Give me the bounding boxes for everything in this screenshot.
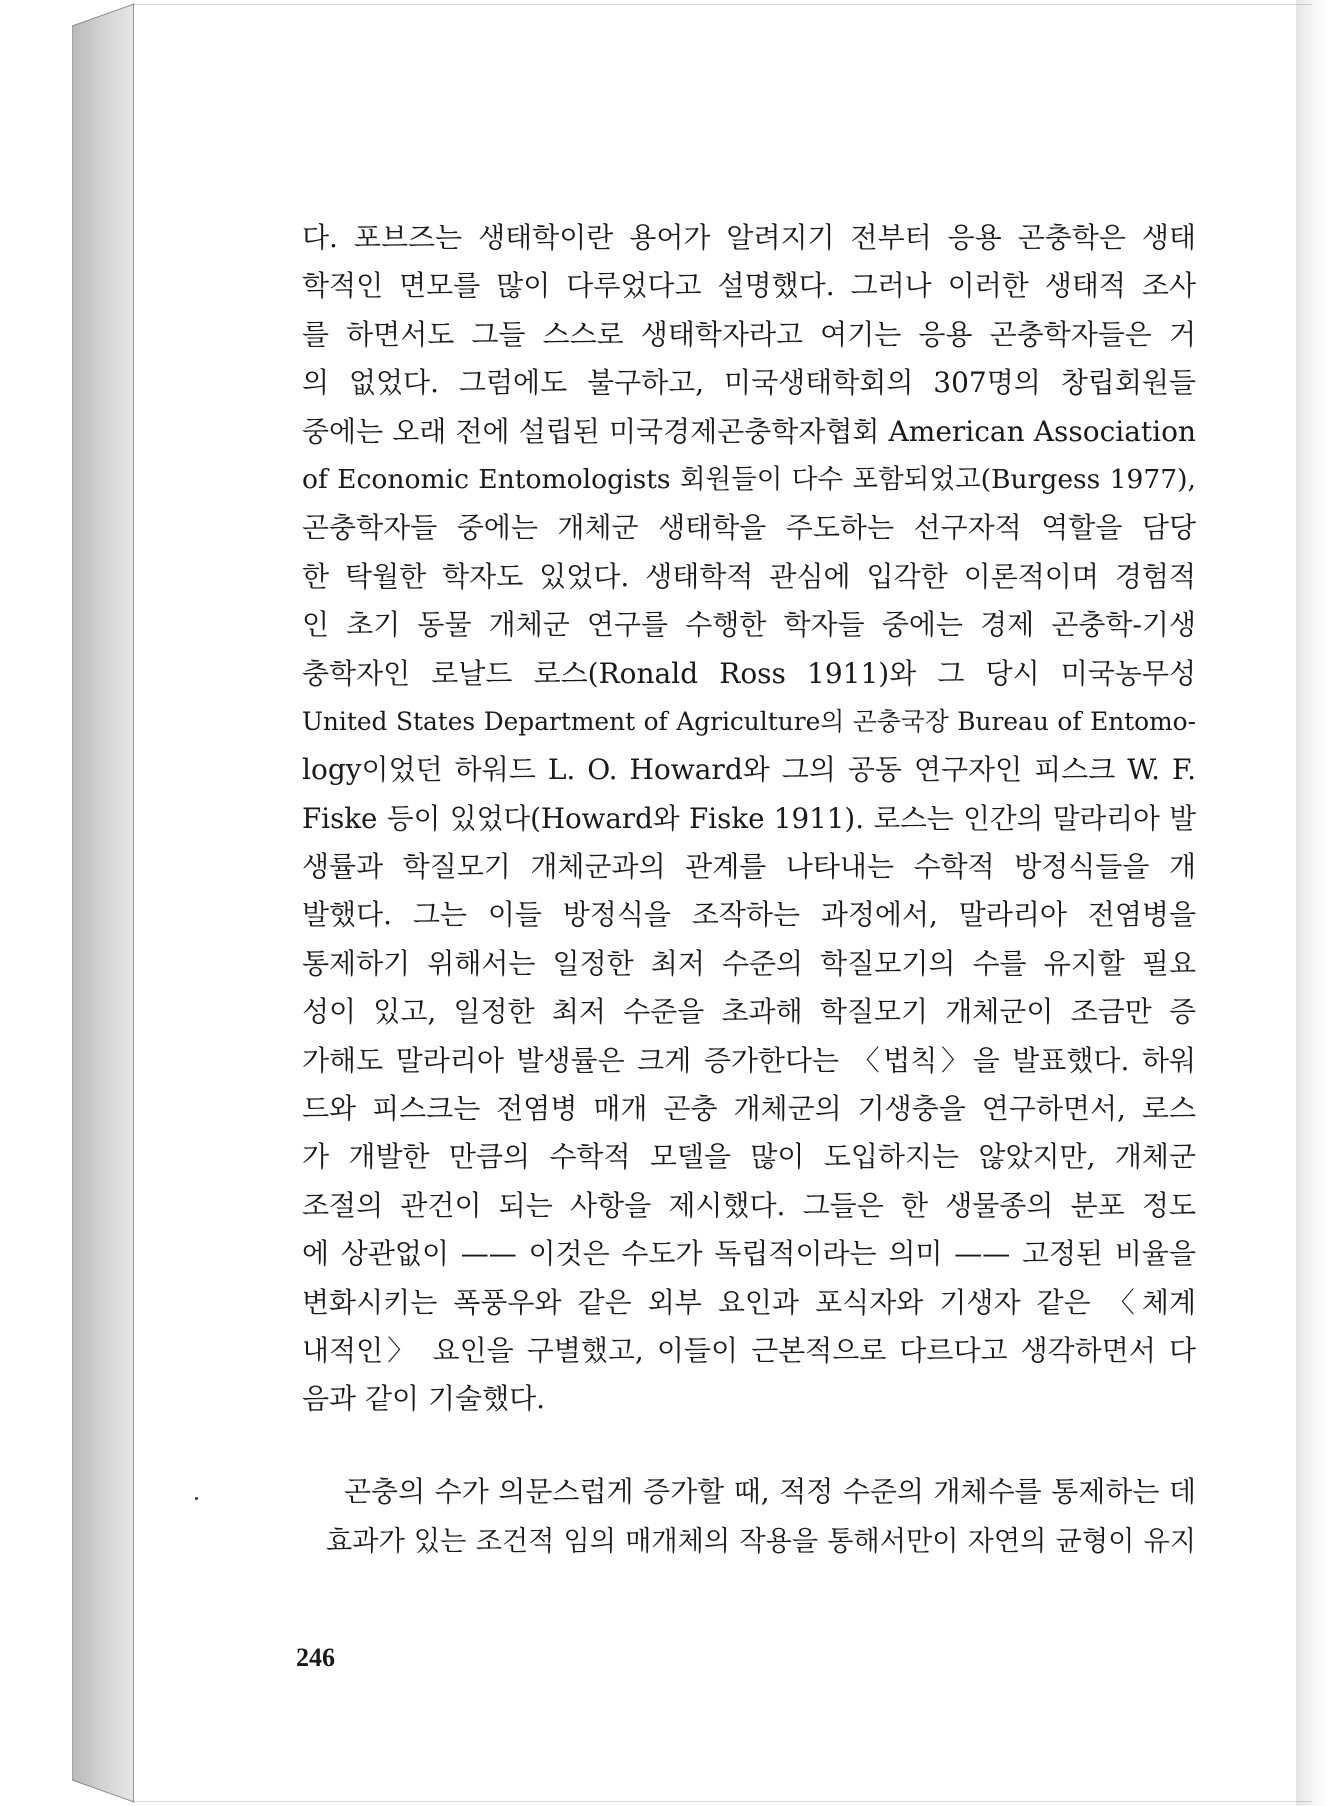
- body-line: 생률과 학질모기 개체군과의 관계를 나타내는 수학적 방정식들을 개: [302, 850, 1196, 884]
- body-line: 충학자인 로날드 로스(Ronald Ross 1911)와 그 당시 미국농무성: [302, 656, 1196, 690]
- body-line: 를 하면서도 그들 스스로 생태학자라고 여기는 응용 곤충학자들은 거: [302, 317, 1196, 351]
- body-line: 중에는 오래 전에 설립된 미국경제곤충학자협회 American Association: [302, 414, 1196, 448]
- body-line: 가 개발한 만큼의 수학적 모델을 많이 도입하지는 않았지만, 개체군: [302, 1140, 1196, 1174]
- body-line: logy이었던 하워드 L. O. Howard와 그의 공동 연구자인 피스크 W. F.: [302, 753, 1196, 787]
- quote-line: 효과가 있는 조건적 임의 매개체의 작용을 통해서만이 자연의 균형이 유지: [326, 1526, 1196, 1557]
- body-line: 성이 있고, 일정한 최저 수준을 초과해 학질모기 개체군이 조금만 증: [302, 995, 1196, 1029]
- body-line: 통제하기 위해서는 일정한 최저 수준의 학질모기의 수를 유지할 필요: [302, 946, 1196, 980]
- scan-speck: [195, 1497, 198, 1500]
- quote-line: 곤충의 수가 의문스럽게 증가할 때, 적정 수준의 개체수를 통제하는 데: [344, 1475, 1196, 1508]
- body-line: 학적인 면모를 많이 다루었다고 설명했다. 그러나 이러한 생태적 조사: [302, 269, 1196, 303]
- block-quote: [302, 1467, 1196, 1567]
- body-line: 가해도 말라리아 발생률은 크게 증가한다는 〈법칙〉을 발표했다. 하워: [302, 1043, 1196, 1077]
- book-spine-shape: [72, 0, 136, 1806]
- body-line: 변화시키는 폭풍우와 같은 외부 요인과 포식자와 기생자 같은 〈체계: [302, 1285, 1196, 1319]
- body-line: 음과 같이 기술했다.: [302, 1382, 546, 1416]
- body-line: 에 상관없이 —— 이것은 수도가 독립적이라는 의미 —— 고정된 비율을: [302, 1237, 1196, 1271]
- body-line: of Economic Entomologists 회원들이 다수 포함되었고(Burgess 1977),: [302, 463, 1196, 495]
- body-line: United States Department of Agriculture의 곤충국장 Bureau of Entomo-: [302, 706, 1196, 736]
- book-spine: [72, 0, 136, 1806]
- body-line: 곤충학자들 중에는 개체군 생태학을 주도하는 선구자적 역할을 담당: [302, 511, 1196, 545]
- body-line: Fiske 등이 있었다(Howard와 Fiske 1911). 로스는 인간의 말라리아 발: [302, 801, 1196, 835]
- page-number: 246: [296, 1643, 335, 1672]
- body-line: 드와 피스크는 전염병 매개 곤충 개체군의 기생충을 연구하면서, 로스: [302, 1092, 1196, 1126]
- body-line: 인 초기 동물 개체군 연구를 수행한 학자들 중에는 경제 곤충학-기생: [302, 608, 1196, 642]
- body-line: 다. 포브즈는 생태학이란 용어가 알려지기 전부터 응용 곤충학은 생태: [302, 221, 1196, 254]
- body-line: 조절의 관건이 되는 사항을 제시했다. 그들은 한 생물종의 분포 정도: [302, 1188, 1196, 1222]
- body-line: 내적인〉 요인을 구별했고, 이들이 근본적으로 다르다고 생각하면서 다: [302, 1333, 1196, 1367]
- body-text: [302, 214, 1196, 1424]
- body-line: 발했다. 그는 이들 방정식을 조작하는 과정에서, 말라리아 전염병을: [302, 898, 1196, 932]
- page-edge-shadow: [1296, 0, 1332, 1806]
- body-line: 의 없었다. 그럼에도 불구하고, 미국생태학회의 307명의 창립회원들: [302, 366, 1196, 400]
- body-line: 한 탁월한 학자도 있었다. 생태학적 관심에 입각한 이론적이며 경험적: [302, 559, 1196, 593]
